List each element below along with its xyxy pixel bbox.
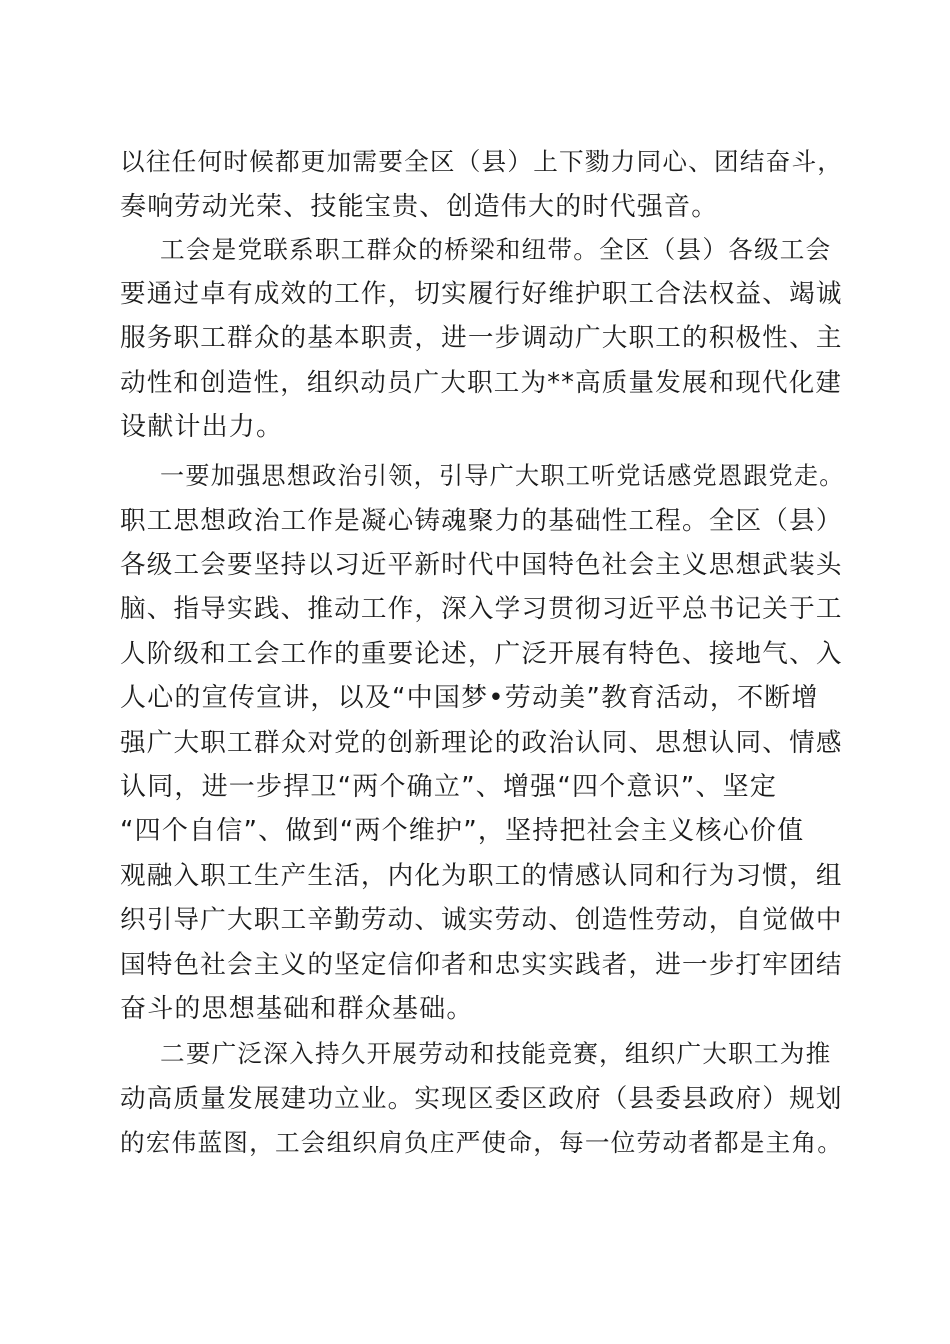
paragraph-first-line: 工会是党联系职工群众的桥梁和纽带。全区（县）各级工会 (160, 235, 832, 264)
text-line: 认同，进一步捍卫“两个确立”、增强“四个意识”、坚定 (120, 772, 778, 802)
text-line: 人心的宣传宣讲，以及“中国梦•劳动美”教育活动，不断增 (120, 683, 819, 713)
text-line: 的宏伟蓝图，工会组织肩负庄严使命，每一位劳动者都是主角。 (120, 1128, 844, 1157)
text-line: 各级工会要坚持以习近平新时代中国特色社会主义思想武装头 (120, 550, 843, 580)
text-line: 奏响劳动光荣、技能宝贵、创造伟大的时代强音。 (120, 192, 719, 222)
text-line: 服务职工群众的基本职责，进一步调动广大职工的积极性、主 (120, 323, 843, 353)
text-line: 国特色社会主义的坚定信仰者和忠实实践者，进一步打牢团结 (120, 950, 843, 980)
text-line: 脑、指导实践、推动工作，深入学习贯彻习近平总书记关于工 (120, 594, 843, 624)
text-line: 人阶级和工会工作的重要论述，广泛开展有特色、接地气、入 (120, 639, 843, 669)
text-line: 观融入职工生产生活，内化为职工的情感认同和行为习惯，组 (120, 861, 843, 891)
text-line: 设献计出力。 (120, 412, 284, 442)
text-line: 奋斗的思想基础和群众基础。 (120, 994, 474, 1024)
text-line: “四个自信”、做到“两个维护”，坚持把社会主义核心价值 (120, 816, 805, 846)
text-line: 职工思想政治工作是凝心铸魂聚力的基础性工程。全区（县） (120, 506, 843, 536)
paragraph-first-line: 二要广泛深入持久开展劳动和技能竞赛，组织广大职工为推 (160, 1039, 832, 1068)
text-line: 以往任何时候都更加需要全区（县）上下勠力同心、团结奋斗， (120, 147, 844, 176)
text-line: 强广大职工群众对党的创新理论的政治认同、思想认同、情感 (120, 728, 843, 758)
text-line: 要通过卓有成效的工作，切实履行好维护职工合法权益、竭诚 (120, 279, 843, 309)
text-line: 动高质量发展建功立业。实现区委区政府（县委县政府）规划 (120, 1084, 843, 1114)
text-line: 织引导广大职工辛勤劳动、诚实劳动、创造性劳动，自觉做中 (120, 905, 843, 935)
text-line: 动性和创造性，组织动员广大职工为**高质量发展和现代化建 (120, 368, 843, 398)
paragraph-first-line: 一要加强思想政治引领，引导广大职工听党话感党恩跟党走。 (160, 462, 845, 490)
